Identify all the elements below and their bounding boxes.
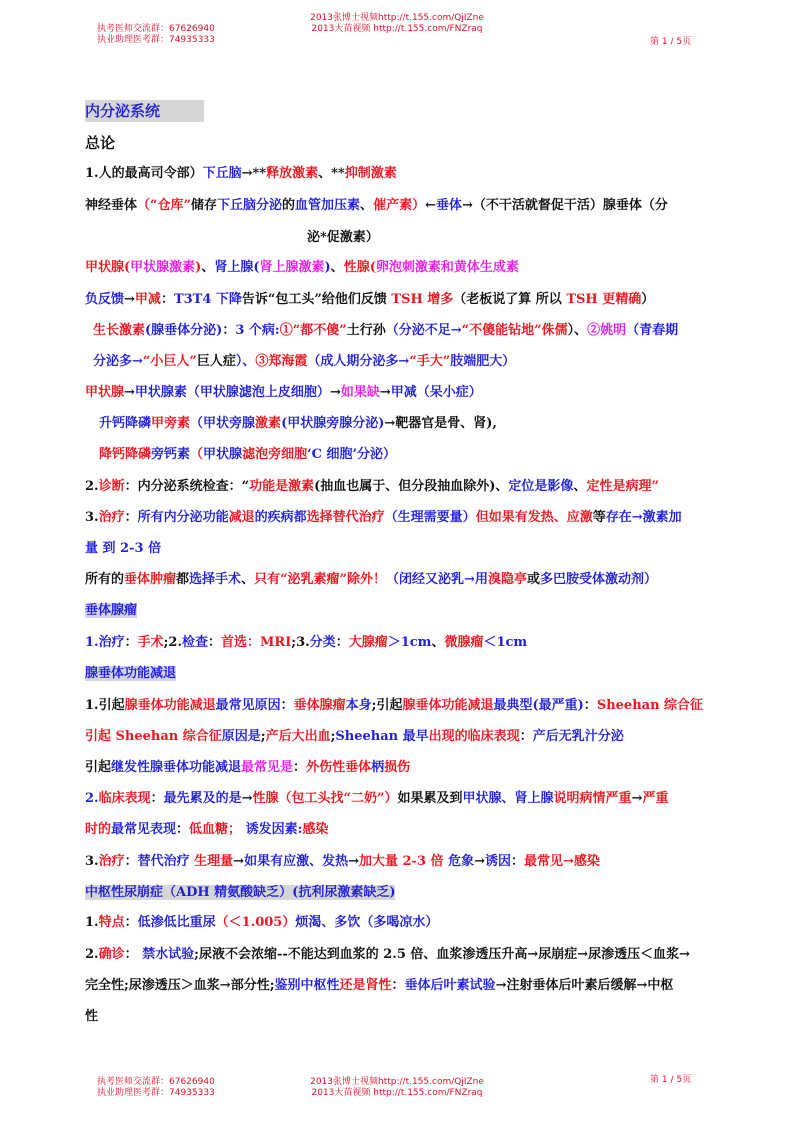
- header-assistant-group: 执业助理医考群：74935333: [97, 35, 215, 45]
- document-line: [85, 913, 438, 933]
- text-run: 滤泡旁细胞: [242, 447, 308, 462]
- text-run: Sheehan 综合征: [596, 698, 704, 713]
- text-run: 多巴胺受体激动剂）: [539, 572, 657, 587]
- text-run: “不傻能钻地”侏儒: [461, 323, 568, 338]
- text-run: 抑制激素: [344, 166, 397, 181]
- text-run: 的: [282, 198, 296, 213]
- text-run: 下丘脑分泌: [217, 198, 283, 213]
- text-run: ;3.: [291, 635, 310, 650]
- text-run: ;: [330, 729, 336, 744]
- document-line: [85, 508, 682, 528]
- text-run: ＜1cm: [483, 635, 528, 650]
- text-run: （“仓库”: [137, 198, 191, 213]
- text-run: T3T4 下降: [173, 292, 242, 307]
- text-run: 甲状腺、肾上腺: [462, 791, 554, 806]
- text-run: 最常见原因: [215, 698, 281, 713]
- text-run: 甲状腺激素: [130, 260, 196, 275]
- text-run: →: [348, 854, 359, 869]
- text-run: ：: [160, 292, 174, 307]
- subsection-heading: [85, 666, 176, 681]
- line-text: [85, 510, 682, 525]
- text-run: ：: [222, 323, 236, 338]
- text-run: 生长激素: [93, 323, 146, 338]
- document-line: [85, 758, 410, 778]
- text-run: 选择替代治疗: [306, 510, 385, 525]
- text-run: 储存: [190, 198, 217, 213]
- text-run: 只有“泌乳素瘤”除外！: [254, 572, 387, 587]
- text-run: ：: [335, 635, 349, 650]
- line-text: [85, 292, 654, 307]
- text-run: 告诉“包工头”给他们反馈: [241, 292, 392, 307]
- text-run: 还是肾性: [339, 978, 392, 993]
- text-run: 确诊: [98, 947, 125, 962]
- text-run: 低血糖；: [189, 822, 242, 837]
- text-run: 损伤: [384, 760, 411, 775]
- text-run: 卵泡刺激素和黄体生成素: [375, 260, 519, 275]
- text-run: 垂体: [435, 198, 462, 213]
- document-line: [85, 477, 659, 497]
- text-run: （闭经又泌乳→用: [386, 572, 488, 587]
- text-run: 最典型(最严重): [493, 698, 584, 713]
- text-run: 肢端肥大）: [450, 354, 516, 369]
- text-run: “手大”: [409, 354, 451, 369]
- line-text: [85, 166, 397, 181]
- text-run: 垂体肿瘤: [124, 572, 177, 587]
- text-run: 最常见→感染: [524, 854, 600, 869]
- line-text: [85, 1009, 98, 1024]
- line-text: [85, 791, 668, 806]
- text-run: 手术: [137, 635, 164, 650]
- text-run: ：: [280, 698, 294, 713]
- line-text: [85, 760, 410, 775]
- text-run: ): [195, 260, 202, 275]
- text-run: 、: [573, 479, 587, 494]
- text-run: ;2.: [163, 635, 182, 650]
- text-run: ①“都不傻”: [279, 323, 347, 338]
- document-line: [85, 820, 328, 840]
- text-run: 肾上腺激素: [259, 260, 325, 275]
- document-line: [85, 601, 137, 621]
- text-run: 最常见是: [241, 760, 294, 775]
- text-run: 3 个病:: [235, 323, 280, 338]
- line-text: [85, 635, 527, 650]
- text-run: ：: [150, 791, 164, 806]
- text-run: ：: [293, 760, 307, 775]
- text-run: 、: [330, 260, 344, 275]
- text-run: 腺垂体功能减退: [124, 698, 216, 713]
- line-text: [93, 323, 678, 338]
- text-run: （老板说了算 所以: [453, 292, 567, 307]
- text-run: 定性是病理”: [586, 479, 659, 494]
- text-run: （分泌不足→: [385, 323, 462, 338]
- text-run: 神经垂体: [85, 198, 138, 213]
- text-run: (腺垂体分泌): [145, 323, 223, 338]
- text-run: (甲状腺旁腺分泌): [281, 416, 385, 431]
- text-run: 甲减: [134, 292, 161, 307]
- text-run: 激素: [255, 416, 282, 431]
- line-text: [85, 698, 703, 713]
- text-run: 完全性;尿渗透压＞血浆→部分性;: [85, 978, 275, 993]
- header-doctor-group: 执考医师交流群：67626940: [97, 24, 215, 34]
- text-run: →: [241, 791, 253, 806]
- text-run: 选择手术: [189, 572, 242, 587]
- text-run: →: [474, 854, 485, 869]
- section-title-wrap: [85, 100, 204, 122]
- text-run: ;: [260, 729, 266, 744]
- header-video-link-2[interactable]: 2013大苗视频 http://t.155.com/FNZraq: [311, 24, 483, 34]
- line-text: [85, 572, 657, 587]
- text-run: “小巨人”: [142, 354, 197, 369]
- text-run: 治疗: [98, 854, 125, 869]
- text-run: 催产素）: [373, 198, 426, 213]
- text-run: →: [124, 292, 135, 307]
- text-run: ：: [124, 854, 138, 869]
- subsection-heading: [85, 885, 395, 900]
- text-run: 所有内分泌功能: [137, 510, 229, 525]
- footer-assistant-group: 执业助理医考群：74935333: [97, 1088, 215, 1098]
- line-text: [93, 354, 515, 369]
- text-run: 2.: [85, 479, 99, 494]
- text-run: 最常见表现: [111, 822, 177, 837]
- line-text: [85, 915, 438, 930]
- text-run: ：: [176, 822, 190, 837]
- text-run: 出现的临床表现: [428, 729, 520, 744]
- text-run: →（不干活就督促干活）腺垂体（分: [462, 198, 668, 213]
- line-text: [85, 729, 624, 744]
- text-run: ：内分泌系统检查：“: [124, 479, 250, 494]
- text-run: 诊断: [98, 479, 125, 494]
- document-line: [85, 164, 397, 184]
- text-run: 甲旁素: [151, 416, 191, 431]
- text-run: 都: [176, 572, 190, 587]
- text-run: 治疗: [98, 510, 125, 525]
- document-line: [85, 539, 161, 559]
- text-run: 性: [85, 1009, 99, 1024]
- text-run: （甲状旁腺: [190, 416, 256, 431]
- text-run: ：: [208, 635, 222, 650]
- text-run: ）: [641, 292, 655, 307]
- section-title: 内分泌系统: [85, 100, 204, 122]
- text-run: ←: [425, 198, 436, 213]
- text-run: 特点: [98, 915, 125, 930]
- text-run: 3.: [85, 510, 99, 525]
- text-run: (抽血也属于、但分段抽血除外)、: [314, 479, 509, 494]
- text-run: 外伤性垂体: [306, 760, 372, 775]
- text-run: 溴隐亭: [487, 572, 527, 587]
- text-run: 功能是激素: [249, 479, 315, 494]
- text-run: 柄: [371, 760, 385, 775]
- text-run: ：: [391, 978, 405, 993]
- footer-page-number: 第 1 / 5页: [650, 1075, 692, 1085]
- text-run: 甲状腺: [85, 385, 125, 400]
- text-run: （生理需要量）: [384, 510, 476, 525]
- text-run: 肾上腺(: [214, 260, 260, 275]
- document-line: [93, 352, 515, 372]
- text-run: （成人期分泌多→: [307, 354, 410, 369]
- line-text: [307, 230, 379, 245]
- text-run: ：: [124, 510, 138, 525]
- text-run: ③郑海霞: [255, 354, 308, 369]
- line-text: [85, 385, 482, 400]
- text-run: 原因是: [221, 729, 261, 744]
- text-run: 鉴别中枢性: [274, 978, 340, 993]
- text-run: 的疾病都: [254, 510, 307, 525]
- line-text: [85, 978, 673, 993]
- line-text: [99, 416, 497, 431]
- text-run: 、: [241, 572, 255, 587]
- header-video-link-1[interactable]: 2013张博士视频http://t.155.com/QjIZne: [310, 13, 484, 23]
- text-run: （＜1.005）: [215, 915, 296, 930]
- text-run: ：: [511, 854, 525, 869]
- text-run: 2.: [85, 947, 99, 962]
- text-run: 本身: [345, 698, 372, 713]
- text-run: 检查: [181, 635, 208, 650]
- document-line: [85, 1007, 98, 1027]
- text-run: →注射垂体后叶素后缓解→中枢: [495, 978, 674, 993]
- footer-group-center: [297, 1077, 497, 1099]
- text-run: ）、: [235, 354, 256, 369]
- footer-group-left: [97, 1077, 215, 1099]
- text-run: 负反馈: [85, 292, 125, 307]
- document-line: [85, 196, 668, 216]
- header-page-number: 第 1 / 5页: [650, 37, 692, 47]
- text-run: 减退: [228, 510, 255, 525]
- text-run: →: [124, 385, 135, 400]
- text-run: 1.治疗: [85, 635, 125, 650]
- text-run: 甲状腺素（甲状腺滤泡上皮细胞）: [134, 385, 330, 400]
- document-line: [85, 976, 673, 996]
- text-run: 1.人的最高司令部）: [85, 166, 203, 181]
- document-line: [85, 789, 668, 809]
- text-run: 释放激素: [266, 166, 319, 181]
- line-text: [85, 822, 328, 837]
- text-run: 首选：MRI: [221, 635, 292, 650]
- text-run: 如果累及到: [397, 791, 463, 806]
- text-run: 等: [592, 510, 606, 525]
- text-run: 性腺（包工头找“二奶”）: [252, 791, 398, 806]
- text-run: 、: [431, 635, 445, 650]
- document-line: [85, 570, 657, 590]
- text-run: ：: [124, 947, 143, 962]
- line-text: [85, 260, 519, 275]
- text-run: ）、: [567, 323, 588, 338]
- text-run: 下丘脑: [202, 166, 242, 181]
- text-run: 引起 Sheehan 综合征: [85, 729, 222, 744]
- document-line: [85, 258, 519, 278]
- text-run: 诱发因素:: [245, 822, 303, 837]
- text-run: 存在→激素加: [605, 510, 682, 525]
- text-run: 产后无乳汁分泌: [532, 729, 624, 744]
- text-run: 甲状腺(: [85, 260, 131, 275]
- text-run: TSH 增多: [391, 292, 454, 307]
- text-run: 垂体后叶素试验: [404, 978, 496, 993]
- document-line: [307, 228, 379, 248]
- document-line: [93, 321, 678, 341]
- text-run: 大腺瘤: [348, 635, 388, 650]
- text-run: 降钙降磷: [99, 447, 152, 462]
- text-run: 或: [526, 572, 540, 587]
- header-group-left: [97, 24, 215, 46]
- text-run: 所有的: [85, 572, 125, 587]
- text-run: 泌*促激素）: [307, 230, 379, 245]
- text-run: 量 到 2-3 倍: [85, 541, 162, 556]
- footer-doctor-group: 执考医师交流群：67626940: [97, 1077, 215, 1087]
- document-line: [85, 727, 624, 747]
- text-run: 烦渴、多饮（多喝凉水）: [295, 915, 439, 930]
- text-run: 2.: [85, 791, 99, 806]
- text-run: 甲状腺: [203, 447, 243, 462]
- text-run: 诱因: [484, 854, 511, 869]
- text-run: Sheehan 最早: [335, 729, 429, 744]
- text-run: 垂体腺瘤: [293, 698, 346, 713]
- text-run: 、: [201, 260, 215, 275]
- text-run: 分类: [309, 635, 336, 650]
- text-run: 严重: [642, 791, 669, 806]
- text-run: 微腺瘤: [444, 635, 484, 650]
- text-run: ：: [124, 635, 138, 650]
- text-run: →: [379, 385, 391, 400]
- subsection-heading: [85, 603, 137, 618]
- text-run: 腺垂体功能减退: [85, 666, 177, 681]
- text-run: 时的: [85, 822, 112, 837]
- text-run: 引起: [85, 760, 112, 775]
- text-run: （: [190, 447, 204, 462]
- line-text: [85, 479, 659, 494]
- section-subtitle: 总论: [85, 134, 116, 152]
- text-run: ＞1cm: [387, 635, 432, 650]
- text-run: ): [324, 260, 331, 275]
- text-run: 性腺(: [343, 260, 376, 275]
- text-run: ‘C 细胞’分泌）: [307, 447, 397, 462]
- text-run: 3.: [85, 854, 99, 869]
- document-line: [85, 290, 654, 310]
- text-run: →**: [241, 166, 267, 181]
- text-run: ;尿液不会浓缩--不能达到血浆的 2.5 倍、血浆渗透压升高→尿崩症→尿渗透压＜血浆→: [194, 947, 691, 962]
- text-run: 替代治疗: [137, 854, 195, 869]
- text-run: →: [631, 791, 643, 806]
- text-run: 感染: [302, 822, 329, 837]
- text-run: →: [233, 854, 245, 869]
- text-run: ②姚明: [587, 323, 627, 338]
- text-run: 1.引起: [85, 698, 125, 713]
- text-run: 1.: [85, 915, 99, 930]
- header-group-center: [297, 13, 497, 35]
- text-run: 加大量 2-3 倍: [358, 854, 449, 869]
- document-line: [99, 414, 497, 434]
- document-line: [85, 852, 600, 872]
- text-run: 禁水试验: [142, 947, 195, 962]
- document-line: [99, 445, 396, 465]
- text-run: 中枢性尿崩症（ADH 精氨酸缺乏）(抗利尿激素缺乏): [85, 885, 396, 900]
- text-run: 旁钙素: [151, 447, 191, 462]
- text-run: 分泌多→: [93, 354, 143, 369]
- text-run: ：: [124, 915, 138, 930]
- text-run: 血管加压素: [295, 198, 361, 213]
- text-run: →靶器官是骨、肾),: [384, 416, 497, 431]
- text-run: TSH 更精确: [566, 292, 642, 307]
- line-text: [85, 947, 690, 962]
- line-text: [85, 854, 600, 869]
- text-run: 升钙降磷: [99, 416, 152, 431]
- text-run: 说明病情严重: [553, 791, 632, 806]
- text-run: 如果有应激、发热: [244, 854, 349, 869]
- text-run: 土行孙: [346, 323, 386, 338]
- text-run: 甲减（呆小症）: [390, 385, 482, 400]
- text-run: ：: [519, 729, 533, 744]
- text-run: 危象: [448, 854, 475, 869]
- text-run: 临床表现: [98, 791, 151, 806]
- text-run: 、**: [318, 166, 345, 181]
- text-run: 、: [360, 198, 374, 213]
- document-line: [85, 633, 527, 653]
- footer-video-link-2[interactable]: 2013大苗视频 http://t.155.com/FNZraq: [311, 1088, 483, 1098]
- footer-video-link-1[interactable]: 2013张博士视频http://t.155.com/QjIZne: [310, 1077, 484, 1087]
- document-line: [85, 945, 690, 965]
- text-run: 继发性腺垂体功能减退: [111, 760, 242, 775]
- text-run: 腺垂体功能减退: [402, 698, 494, 713]
- document-line: [85, 696, 703, 716]
- text-run: 定位是影像: [508, 479, 574, 494]
- text-run: ;引起: [371, 698, 403, 713]
- line-text: [99, 447, 396, 462]
- document-line: [85, 383, 482, 403]
- text-run: 生理量: [194, 854, 234, 869]
- text-run: →: [329, 385, 341, 400]
- text-run: 产后大出血: [265, 729, 331, 744]
- text-run: ：: [583, 698, 597, 713]
- text-run: 但如果有发热、应激: [475, 510, 593, 525]
- text-run: 最先累及的是: [163, 791, 242, 806]
- text-run: 如果缺: [340, 385, 380, 400]
- line-text: [85, 541, 161, 556]
- text-run: 巨人症: [196, 354, 236, 369]
- line-text: [85, 198, 668, 213]
- text-run: 垂体腺瘤: [85, 603, 138, 618]
- document-line: [85, 883, 395, 903]
- text-run: 低渗低比重尿: [137, 915, 216, 930]
- document-line: [85, 664, 176, 684]
- text-run: （青春期: [626, 323, 679, 338]
